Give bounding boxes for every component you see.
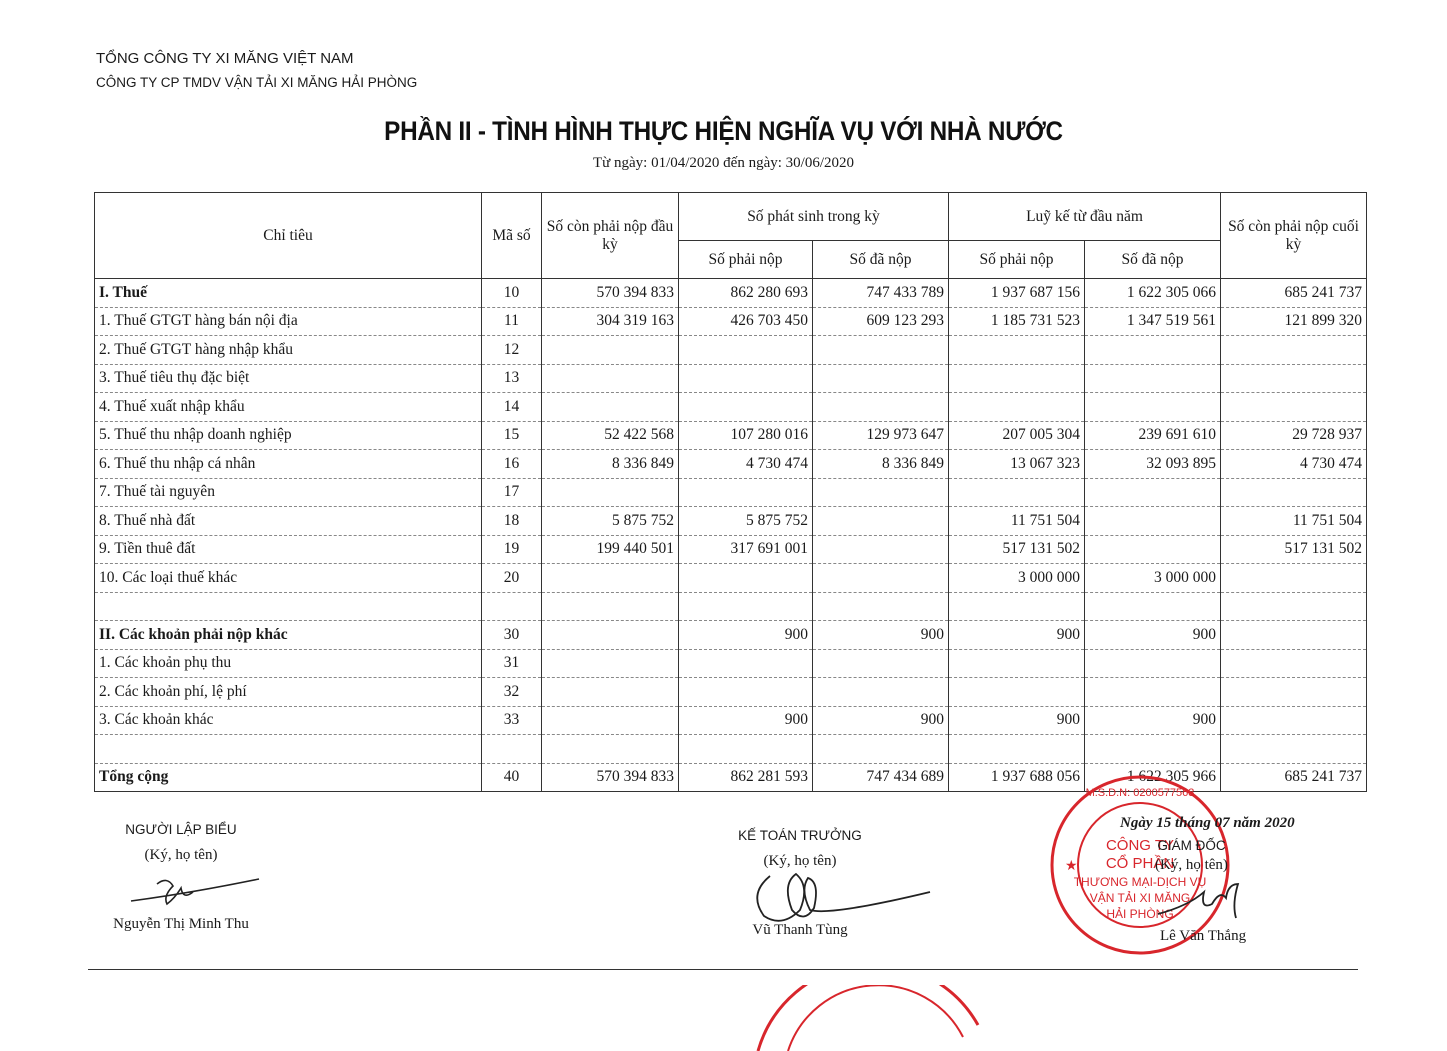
cell-code: 33 [482,706,542,735]
svg-text:HẢI PHÒNG: HẢI PHÒNG [1106,907,1174,921]
cell-c5: 3 000 000 [1085,564,1221,593]
accountant-sign-note: (Ký, họ tên) [763,853,837,869]
header-chi-tieu: Chỉ tiêu [95,193,482,279]
cell-c1 [542,735,679,764]
cell-c4 [949,649,1085,678]
cell-code: 20 [482,564,542,593]
cell-label: 10. Các loại thuế khác [95,564,482,593]
cell-label: 1. Thuế GTGT hàng bán nội địa [95,307,482,336]
svg-text:VẬN TẢI XI MĂNG: VẬN TẢI XI MĂNG [1089,891,1191,905]
cell-c6 [1221,564,1367,593]
cell-c5: 239 691 610 [1085,421,1221,450]
director-signature-icon [1150,876,1250,926]
table-row [95,421,1367,450]
cell-c1 [542,649,679,678]
cell-c1 [542,478,679,507]
cell-code: 12 [482,336,542,365]
cell-code: 16 [482,450,542,479]
cell-c2: 426 703 450 [679,307,813,336]
cell-c2: 107 280 016 [679,421,813,450]
cell-c2 [679,393,813,422]
cell-label: 1. Các khoản phụ thu [95,649,482,678]
cell-c3 [813,678,949,707]
cell-c4: 3 000 000 [949,564,1085,593]
header-phat-sinh: Số phát sinh trong kỳ [679,193,949,241]
cell-c2: 862 280 693 [679,279,813,308]
cell-c1 [542,336,679,365]
cell-code: 11 [482,307,542,336]
cell-label: 3. Các khoản khác [95,706,482,735]
cell-c5 [1085,507,1221,536]
cell-c4 [949,592,1085,621]
cell-c3 [813,478,949,507]
cell-c5: 1 347 519 561 [1085,307,1221,336]
cell-c1 [542,564,679,593]
cell-c5 [1085,393,1221,422]
cell-c5 [1085,735,1221,764]
cell-c4 [949,478,1085,507]
cell-c6 [1221,336,1367,365]
cell-c1: 8 336 849 [542,450,679,479]
cell-c1: 5 875 752 [542,507,679,536]
cell-c4: 1 185 731 523 [949,307,1085,336]
cell-c6: 685 241 737 [1221,763,1367,792]
cell-c3: 747 434 689 [813,763,949,792]
director-sign-note: (Ký, họ tên) [1155,857,1228,873]
next-page-seal-icon [748,985,988,1051]
cell-c5 [1085,649,1221,678]
cell-c2 [679,478,813,507]
header-cuoi-ky: Số còn phải nộp cuối kỳ [1221,193,1367,279]
footer-divider [88,969,1358,970]
cell-c4 [949,336,1085,365]
cell-c1 [542,621,679,650]
cell-c2 [679,592,813,621]
cell-code: 17 [482,478,542,507]
header-da-nop: Số đã nộp [813,241,949,279]
cell-c3 [813,336,949,365]
preparer-role: NGƯỜI LẬP BIỂU [125,822,237,837]
table-row [95,507,1367,536]
cell-c5: 32 093 895 [1085,450,1221,479]
cell-code: 18 [482,507,542,536]
cell-c2: 317 691 001 [679,535,813,564]
cell-label: 4. Thuế xuất nhập khẩu [95,393,482,422]
cell-c6: 121 899 320 [1221,307,1367,336]
cell-c4: 1 937 688 056 [949,763,1085,792]
cell-code: 30 [482,621,542,650]
cell-label [95,735,482,764]
cell-c6: 517 131 502 [1221,535,1367,564]
cell-c3 [813,364,949,393]
cell-label [95,592,482,621]
cell-c5: 1 622 305 966 [1085,763,1221,792]
cell-c3 [813,393,949,422]
cell-c1 [542,364,679,393]
cell-code: 14 [482,393,542,422]
header-luy-ke-phai-nop: Số phải nộp [949,241,1085,279]
cell-c3 [813,592,949,621]
report-title: PHẦN II - TÌNH HÌNH THỰC HIỆN NGHĨA VỤ VỚI NHÀ NƯỚC [384,116,1063,146]
cell-c4 [949,735,1085,764]
cell-c5 [1085,478,1221,507]
cell-c5 [1085,535,1221,564]
cell-c6 [1221,706,1367,735]
cell-c4 [949,678,1085,707]
report-period: Từ ngày: 01/04/2020 đến ngày: 30/06/2020 [592,155,855,171]
table-row [95,678,1367,707]
accountant-name: Vũ Thanh Tùng [752,922,848,938]
cell-label: I. Thuế [95,279,482,308]
cell-code [482,735,542,764]
cell-c2 [679,678,813,707]
table-row [95,307,1367,336]
table-row [95,336,1367,365]
cell-code: 31 [482,649,542,678]
cell-label: 6. Thuế thu nhập cá nhân [95,450,482,479]
cell-c5 [1085,336,1221,365]
cell-c4: 517 131 502 [949,535,1085,564]
cell-c6: 685 241 737 [1221,279,1367,308]
cell-c3: 609 123 293 [813,307,949,336]
svg-text:M.S.D.N: 0200577563: M.S.D.N: 0200577563 [1085,787,1195,799]
cell-c2: 900 [679,706,813,735]
preparer-block [96,822,266,864]
cell-c3 [813,564,949,593]
cell-c1 [542,678,679,707]
cell-code [482,592,542,621]
table-row [95,393,1367,422]
cell-c2 [679,364,813,393]
table-row [95,621,1367,650]
table-row [95,450,1367,479]
cell-c1 [542,592,679,621]
cell-c6 [1221,735,1367,764]
svg-text:THƯƠNG MẠI-DỊCH VỤ: THƯƠNG MẠI-DỊCH VỤ [1073,875,1207,889]
parent-org-name: TỔNG CÔNG TY XI MĂNG VIỆT NAM [96,50,354,67]
cell-c1 [542,706,679,735]
cell-label: 8. Thuế nhà đất [95,507,482,536]
table-row [95,592,1367,621]
cell-c4: 11 751 504 [949,507,1085,536]
tax-obligation-table [94,192,1367,792]
cell-c3: 8 336 849 [813,450,949,479]
cell-c1: 570 394 833 [542,279,679,308]
cell-c6 [1221,621,1367,650]
cell-label: II. Các khoản phải nộp khác [95,621,482,650]
header-luy-ke: Luỹ kế từ đầu năm [949,193,1221,241]
cell-c2 [679,564,813,593]
cell-c3 [813,735,949,764]
cell-c2: 862 281 593 [679,763,813,792]
cell-c3 [813,535,949,564]
cell-c6 [1221,393,1367,422]
cell-label: Tổng cộng [95,763,482,792]
cell-c2 [679,336,813,365]
cell-c2: 4 730 474 [679,450,813,479]
cell-c2: 900 [679,621,813,650]
cell-c3: 129 973 647 [813,421,949,450]
cell-c3: 900 [813,706,949,735]
cell-c1: 199 440 501 [542,535,679,564]
cell-c4: 900 [949,706,1085,735]
cell-c5: 900 [1085,706,1221,735]
cell-c4 [949,364,1085,393]
cell-c5 [1085,678,1221,707]
cell-label: 2. Các khoản phí, lệ phí [95,678,482,707]
cell-c6 [1221,678,1367,707]
cell-c6: 29 728 937 [1221,421,1367,450]
cell-c1: 570 394 833 [542,763,679,792]
table-row [95,649,1367,678]
cell-code: 15 [482,421,542,450]
cell-c6 [1221,364,1367,393]
cell-code: 10 [482,279,542,308]
cell-c6: 11 751 504 [1221,507,1367,536]
header-phai-nop: Số phải nộp [679,241,813,279]
table-row [95,478,1367,507]
cell-c4: 207 005 304 [949,421,1085,450]
cell-c2: 5 875 752 [679,507,813,536]
director-role: GIÁM ĐỐC [1157,838,1226,853]
cell-c2 [679,735,813,764]
company-name: CÔNG TY CP TMDV VẬN TẢI XI MĂNG HẢI PHÒNG [96,75,418,90]
accountant-role: KẾ TOÁN TRƯỞNG [738,828,862,843]
svg-text:★: ★ [1065,857,1078,873]
preparer-name: Nguyễn Thị Minh Thu [113,916,249,932]
director-block [1155,838,1228,874]
cell-label: 3. Thuế tiêu thụ đặc biệt [95,364,482,393]
cell-c6 [1221,649,1367,678]
cell-c5: 900 [1085,621,1221,650]
cell-c3 [813,507,949,536]
cell-c5: 1 622 305 066 [1085,279,1221,308]
cell-c4: 13 067 323 [949,450,1085,479]
cell-c6 [1221,478,1367,507]
cell-label: 5. Thuế thu nhập doanh nghiệp [95,421,482,450]
cell-c6 [1221,592,1367,621]
cell-c5 [1085,592,1221,621]
table-row [95,706,1367,735]
cell-code: 13 [482,364,542,393]
cell-c3: 747 433 789 [813,279,949,308]
cell-c6: 4 730 474 [1221,450,1367,479]
cell-code: 19 [482,535,542,564]
cell-c1: 304 319 163 [542,307,679,336]
header-dau-ky: Số còn phải nộp đầu kỳ [542,193,679,279]
cell-c1: 52 422 568 [542,421,679,450]
table-row [95,364,1367,393]
cell-c4: 900 [949,621,1085,650]
cell-label: 9. Tiền thuê đất [95,535,482,564]
table-body [95,279,1367,792]
svg-text:CỔ PHẦN: CỔ PHẦN [1105,855,1175,872]
cell-label: 2. Thuế GTGT hàng nhập khẩu [95,336,482,365]
preparer-sign-note: (Ký, họ tên) [144,847,218,863]
svg-text:CÔNG TY: CÔNG TY [1105,837,1175,854]
table-row [95,535,1367,564]
cell-label: 7. Thuế tài nguyên [95,478,482,507]
table-row [95,735,1367,764]
table-row [95,279,1367,308]
cell-c3: 900 [813,621,949,650]
cell-c5 [1085,364,1221,393]
cell-code: 40 [482,763,542,792]
cell-code: 32 [482,678,542,707]
table-row [95,564,1367,593]
cell-c4: 1 937 687 156 [949,279,1085,308]
cell-c3 [813,649,949,678]
header-luy-ke-da-nop: Số đã nộp [1085,241,1221,279]
cell-c1 [542,393,679,422]
cell-c2 [679,649,813,678]
header-ma-so: Mã số [482,193,542,279]
director-name: Lê Văn Thắng [1160,928,1247,944]
cell-c4 [949,393,1085,422]
preparer-signature-icon [125,868,265,913]
signing-date: Ngày 15 tháng 07 năm 2020 [1120,815,1295,831]
